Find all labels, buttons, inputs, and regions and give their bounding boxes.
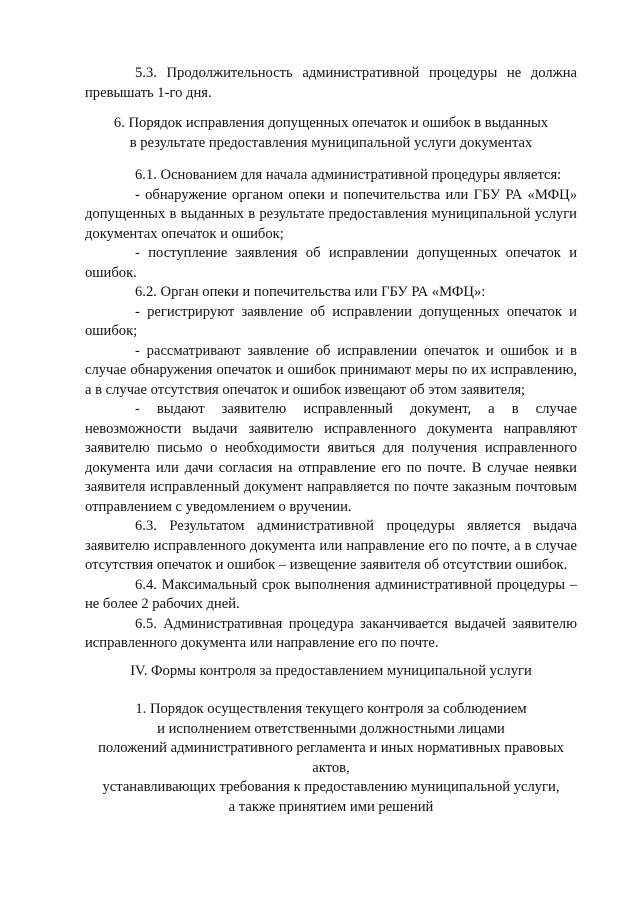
section-4-heading — [85, 662, 577, 682]
paragraph-5-3 — [85, 64, 577, 103]
heading-line: в результате предоставления муниципальной услуги документах — [129, 134, 533, 151]
subheading-line: а также принятием ими решений — [228, 798, 434, 815]
section-6-body — [85, 166, 577, 654]
paragraph-6-1: 6.1. Основанием для начала административной процедуры является: — [135, 167, 562, 183]
list-item: - регистрируют заявление об исправлении допущенных опечаток и ошибок; — [85, 303, 577, 339]
subheading-line: положений административного регламента и иных нормативных правовых — [98, 740, 564, 756]
heading-text: IV. Формы контроля за предоставлением муниципальной услуги — [130, 663, 532, 679]
paragraph-6-5: 6.5. Административная процедура заканчивается выдачей заявителю исправленного документа или направление его по почте. — [85, 615, 577, 651]
paragraph-6-2: 6.2. Орган опеки и попечительства или ГБУ РА «МФЦ»: — [135, 284, 486, 300]
subheading-line: и исполнением ответственными должностными лицами — [157, 720, 505, 737]
section-6-heading — [85, 114, 577, 153]
list-item: - выдают заявителю исправленный документ, а в случае невозможности выдачи заявителю исправленного документа направляют заявителю письмо о необходимости явиться для получения исправленного документа или дачи согласия на отправление его по почте. В случае неявки заявителя исправленный документ направляется по почте заказным почтовым отправлением с уведомлением о вручении. — [85, 401, 577, 515]
paragraph-text: 5.3. Продолжительность административной процедуры не должна превышать 1-го дня. — [85, 65, 577, 101]
section-4-subheading — [75, 700, 587, 817]
paragraph-6-3: 6.3. Результатом административной процедуры является выдача заявителю исправленного документа или направление его по почте, а в случае отсутствия опечаток и ошибок – извещение заявителя об отсутствии ошибок. — [85, 518, 577, 573]
subheading-line: 1. Порядок осуществления текущего контроля за соблюдением — [135, 701, 527, 717]
list-item: - обнаружение органом опеки и попечительства или ГБУ РА «МФЦ» допущенных в выданных в результате предоставления муниципальной услуги документах опечаток и ошибок; — [85, 186, 577, 242]
subheading-line: устанавливающих требования к предоставлению муниципальной услуги, — [102, 779, 560, 795]
list-item: - поступление заявления об исправлении допущенных опечаток и ошибок. — [85, 245, 577, 281]
heading-line: 6. Порядок исправления допущенных опечаток и ошибок в выданных — [113, 115, 549, 131]
paragraph-6-4: 6.4. Максимальный срок выполнения административной процедуры – не более 2 рабочих дней. — [85, 576, 577, 612]
list-item: - рассматривают заявление об исправлении опечаток и ошибок и в случае обнаружения опечаток и ошибок принимают меры по их исправлению, а в случае отсутствия опечаток и ошибок извещают об этом заявителя; — [85, 342, 577, 398]
subheading-line: актов, — [312, 759, 350, 776]
